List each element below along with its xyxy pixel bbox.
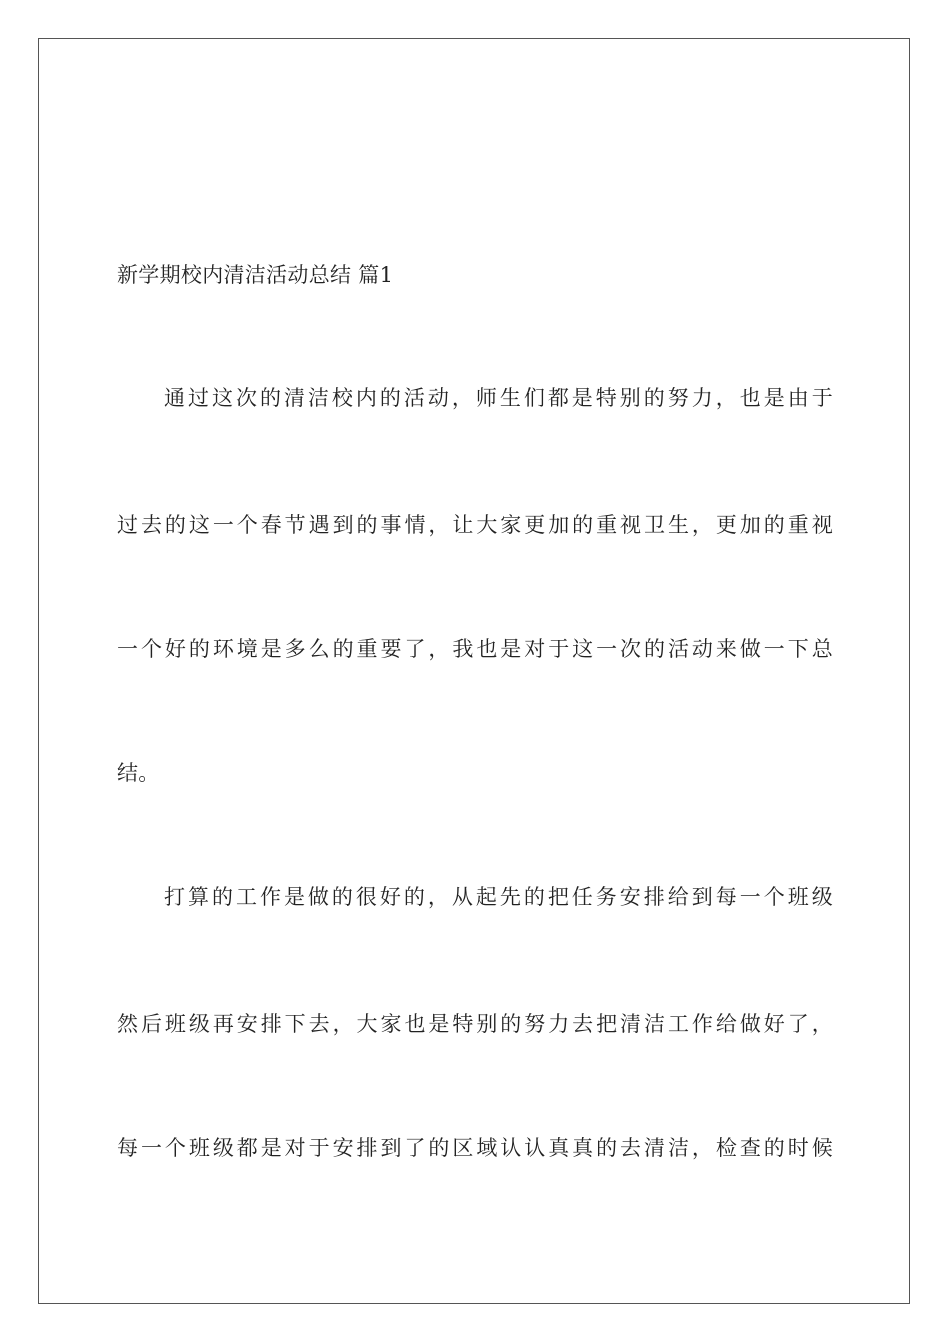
document-title: 新学期校内清洁活动总结 篇1 — [117, 263, 394, 287]
paragraph-1-line-1: 通过这次的清洁校内的活动，师生们都是特别的努力，也是由于 — [164, 386, 833, 410]
paragraph-1-line-2: 过去的这一个春节遇到的事情，让大家更加的重视卫生，更加的重视 — [117, 513, 833, 537]
page-border — [38, 38, 910, 1304]
paragraph-2-line-3: 每一个班级都是对于安排到了的区域认认真真的去清洁，检查的时候 — [117, 1136, 833, 1160]
paragraph-2-line-2: 然后班级再安排下去，大家也是特别的努力去把清洁工作给做好了， — [117, 1012, 833, 1036]
paragraph-2-line-1: 打算的工作是做的很好的，从起先的把任务安排给到每一个班级 — [164, 885, 833, 909]
paragraph-1-line-3: 一个好的环境是多么的重要了，我也是对于这一次的活动来做一下总 — [117, 637, 833, 661]
paragraph-1-line-4: 结。 — [117, 761, 160, 785]
